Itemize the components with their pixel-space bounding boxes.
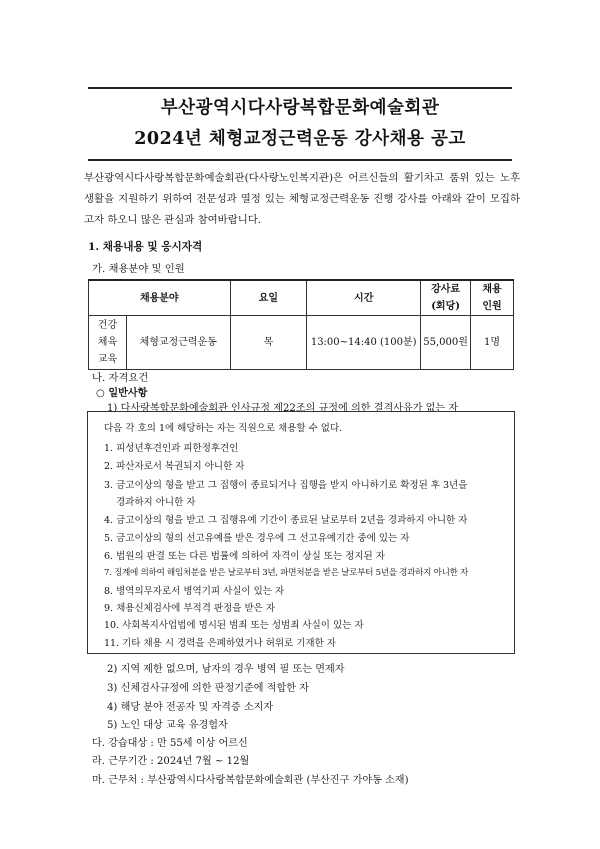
requirement-item: 5) 노인 대상 교육 유경험자 — [107, 720, 228, 731]
recruitment-table — [88, 279, 514, 370]
subheading-qualifications: 나. 자격요건 — [92, 372, 149, 384]
list-item: 10. 사회복지사업법에 명시된 범죄 또는 성범죄 사실이 있는 자 — [104, 620, 364, 631]
disqualification-box — [87, 411, 515, 654]
cell-fee: 55,000원 — [421, 316, 471, 370]
general-requirements-heading: ○ 일반사항 — [96, 388, 148, 399]
list-item: 9. 채용신체검사에 부적격 판정을 받은 자 — [104, 603, 275, 614]
list-item: 2. 파산자로서 복권되지 아니한 자 — [104, 461, 245, 472]
organization-title: 부산광역시다사랑복합문화예술회관 — [160, 98, 440, 118]
work-period: 라. 근무기간 : 2024년 7월 ~ 12월 — [92, 756, 250, 767]
header-fee: 강사료 (회당) — [421, 280, 471, 316]
notice-title: 2024년 체형교정근력운동 강사채용 공고 — [134, 129, 466, 149]
cell-count: 1명 — [471, 316, 514, 370]
list-item: 경과하지 아니한 자 — [116, 497, 196, 508]
header-count: 채용 인원 — [471, 280, 514, 316]
list-item: 11. 기타 채용 시 경력을 은폐하였거나 허위로 기재한 자 — [104, 638, 336, 649]
cell-time: 13:00~14:40 (100분) — [307, 316, 421, 370]
header-time: 시간 — [307, 280, 421, 316]
header-day: 요일 — [230, 280, 307, 316]
list-item: 4. 금고이상의 형을 받고 그 집행유예 기간이 종료된 날로부터 2년을 경과하지 아니한 자 — [104, 515, 468, 526]
target-audience: 다. 강습대상 : 만 55세 이상 어르신 — [92, 738, 248, 749]
cell-day: 목 — [230, 316, 307, 370]
list-item: 8. 병역의무자로서 병역기피 사실이 있는 자 — [104, 586, 285, 597]
table-row — [89, 316, 514, 370]
table-header-row — [89, 280, 514, 316]
list-item: 6. 법원의 판결 또는 다른 법률에 의하여 자격이 상실 또는 정지된 자 — [104, 551, 385, 562]
work-location: 마. 근무처 : 부산광역시다사랑복합문화예술회관 (부산진구 가야동 소재) — [92, 775, 409, 786]
list-item: 7. 징계에 의하여 해임처분을 받은 날로부터 3년, 파면처분을 받은 날로부터 5년을 경과하지 아니한 자 — [104, 568, 469, 578]
requirement-item: 1) 다사랑복합문화예술회관 인사규정 제22조의 규정에 의한 결격사유가 없는 자 — [107, 403, 459, 414]
list-item: 3. 금고이상의 형을 받고 그 집행이 종료되거나 집행을 받지 아니하기로 확정된 후 3년을 — [104, 480, 468, 491]
cell-field: 체형교정근력운동 — [126, 316, 230, 370]
list-item: 5. 금고이상의 형의 선고유예를 받은 경우에 그 선고유예기간 중에 있는 자 — [104, 533, 410, 544]
title-block — [88, 87, 512, 161]
subheading-field-count: 가. 채용분야 및 인원 — [92, 263, 185, 275]
section-heading-recruitment: 1. 채용내용 및 응시자격 — [88, 241, 203, 253]
requirement-item: 2) 지역 제한 없으며, 남자의 경우 병역 필 또는 면제자 — [107, 664, 345, 675]
list-item: 1. 피성년후견인과 피한정후견인 — [104, 443, 239, 454]
header-field: 채용분야 — [89, 280, 231, 316]
box-intro: 다음 각 호의 1에 해당하는 자는 직원으로 채용할 수 없다. — [104, 423, 343, 434]
requirement-item: 4) 해당 분야 전공자 및 자격증 소지자 — [107, 702, 274, 713]
intro-paragraph: 부산광역시다사랑복합문화예술회관(다사랑노인복지관)은 어르신들의 활기차고 품위 있는 노후생활을 지원하기 위하여 전문성과 열정 있는 체형교정근력운동 진행 강사를 아래와 같이 모집하고자 하오니 많은 관심과 참여바랍니다. — [84, 172, 520, 226]
requirement-item: 3) 신체검사규정에 의한 판정기준에 적합한 자 — [107, 683, 309, 694]
cell-category: 건강 체육 교육 — [89, 316, 127, 370]
